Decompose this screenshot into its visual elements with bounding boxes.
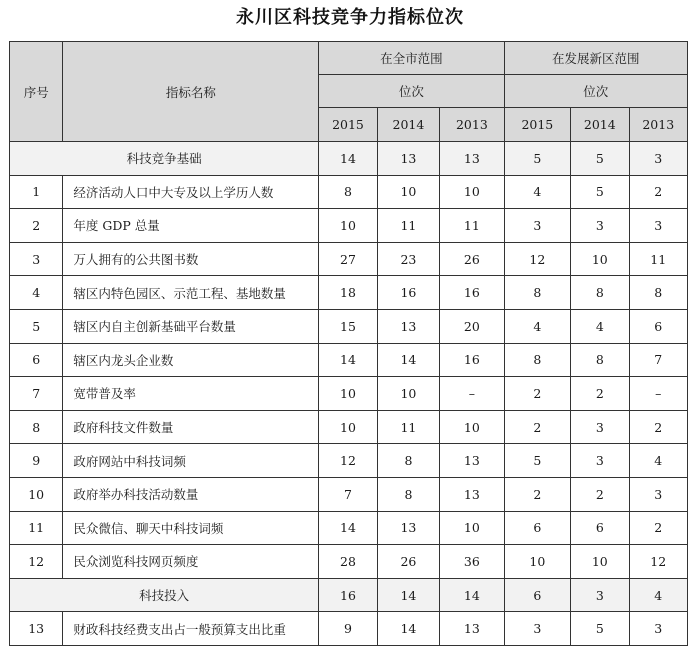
rank-city-cell: 10 [319,209,377,243]
row-number: 8 [10,410,63,444]
table-row [10,242,688,276]
rank-district-cell: 5 [571,142,629,176]
rank-city-cell: 13 [440,612,504,646]
rank-city-cell: 26 [440,242,504,276]
indicator-name: 辖区内自主创新基础平台数量 [63,309,319,343]
table-row [10,209,688,243]
header-group-district: 在发展新区范围 [504,42,687,75]
indicator-name: 年度 GDP 总量 [63,209,319,243]
table-header [10,42,688,142]
row-number: 6 [10,343,63,377]
table-row [10,276,688,310]
indicator-name: 辖区内特色园区、示范工程、基地数量 [63,276,319,310]
rank-city-cell: 14 [377,612,439,646]
rank-district-cell: 3 [571,578,629,612]
rank-city-cell: 11 [377,410,439,444]
rank-district-cell: 4 [629,444,687,478]
rank-district-cell: 2 [504,477,570,511]
rank-city-cell: 8 [319,175,377,209]
row-number: 13 [10,612,63,646]
table-row [10,444,688,478]
header-year: 2014 [571,108,629,142]
rank-city-cell: 14 [377,578,439,612]
table-row [10,377,688,411]
rank-city-cell: 10 [440,175,504,209]
row-number: 4 [10,276,63,310]
rank-district-cell: 6 [504,578,570,612]
rank-district-cell: 4 [504,309,570,343]
page-title: 永川区科技竞争力指标位次 [236,7,464,28]
rank-district-cell: 5 [571,175,629,209]
rank-city-cell: 11 [377,209,439,243]
rank-city-cell: 10 [440,410,504,444]
rank-district-cell: 2 [629,511,687,545]
indicator-name: 政府举办科技活动数量 [63,477,319,511]
rank-district-cell: 3 [571,209,629,243]
indicator-name: 经济活动人口中大专及以上学历人数 [63,175,319,209]
indicator-name: 民众微信、聊天中科技词频 [63,511,319,545]
rank-city-cell: 15 [319,309,377,343]
rank-city-cell: 36 [440,545,504,579]
rank-district-cell: 11 [629,242,687,276]
rank-district-cell: 3 [504,612,570,646]
rank-city-cell: 20 [440,309,504,343]
section-name: 科技竞争基础 [10,142,319,176]
rank-district-cell: 4 [629,578,687,612]
indicator-name: 政府科技文件数量 [63,410,319,444]
row-number: 7 [10,377,63,411]
header-year: 2013 [629,108,687,142]
rank-city-cell: 16 [440,343,504,377]
section-name: 科技投入 [10,578,319,612]
rank-city-cell: 14 [440,578,504,612]
rank-district-cell: 6 [629,309,687,343]
indicator-name: 万人拥有的公共图书数 [63,242,319,276]
rank-city-cell: 13 [377,511,439,545]
rank-city-cell: 27 [319,242,377,276]
rank-city-cell: 9 [319,612,377,646]
header-rank-city: 位次 [319,75,504,108]
rank-city-cell: 8 [377,444,439,478]
table-row [10,612,688,646]
rank-city-cell: 16 [377,276,439,310]
ranking-table [9,41,688,646]
rank-city-cell: 23 [377,242,439,276]
rank-city-cell: 10 [319,377,377,411]
rank-district-cell: 2 [571,377,629,411]
rank-city-cell: 16 [440,276,504,310]
row-number: 1 [10,175,63,209]
rank-district-cell: 2 [629,175,687,209]
indicator-name: 宽带普及率 [63,377,319,411]
rank-city-cell: 13 [377,142,439,176]
rank-city-cell: 26 [377,545,439,579]
rank-city-cell: 13 [440,444,504,478]
row-number: 2 [10,209,63,243]
rank-city-cell: 10 [440,511,504,545]
table-row [10,511,688,545]
rank-district-cell: 3 [504,209,570,243]
header-year: 2015 [504,108,570,142]
rank-city-cell: 16 [319,578,377,612]
rank-district-cell: 3 [629,142,687,176]
table-row [10,545,688,579]
rank-city-cell: – [440,377,504,411]
rank-district-cell: 10 [504,545,570,579]
rank-district-cell: 3 [571,410,629,444]
rank-district-cell: 2 [504,410,570,444]
table-row [10,343,688,377]
rank-district-cell: 8 [504,343,570,377]
rank-district-cell: – [629,377,687,411]
row-number: 3 [10,242,63,276]
rank-district-cell: 2 [629,410,687,444]
rank-city-cell: 13 [377,309,439,343]
rank-district-cell: 5 [504,142,570,176]
indicator-name: 政府网站中科技词频 [63,444,319,478]
rank-district-cell: 10 [571,242,629,276]
rank-city-cell: 14 [319,343,377,377]
rank-district-cell: 8 [629,276,687,310]
rank-city-cell: 28 [319,545,377,579]
rank-district-cell: 7 [629,343,687,377]
rank-district-cell: 5 [504,444,570,478]
header-year: 2014 [377,108,439,142]
header-year: 2013 [440,108,504,142]
rank-district-cell: 4 [504,175,570,209]
rank-city-cell: 7 [319,477,377,511]
rank-district-cell: 12 [504,242,570,276]
rank-city-cell: 18 [319,276,377,310]
rank-district-cell: 4 [571,309,629,343]
row-number: 10 [10,477,63,511]
rank-district-cell: 6 [504,511,570,545]
indicator-name: 民众浏览科技网页频度 [63,545,319,579]
rank-district-cell: 2 [504,377,570,411]
table-row [10,410,688,444]
rank-district-cell: 8 [571,343,629,377]
rank-city-cell: 14 [319,142,377,176]
rank-district-cell: 3 [629,209,687,243]
header-indicator-name: 指标名称 [63,42,319,142]
indicator-name: 财政科技经费支出占一般预算支出比重 [63,612,319,646]
rank-city-cell: 13 [440,477,504,511]
section-row [10,578,688,612]
rank-city-cell: 14 [319,511,377,545]
rank-city-cell: 10 [319,410,377,444]
table-row [10,309,688,343]
header-no: 序号 [10,42,63,142]
rank-district-cell: 5 [571,612,629,646]
rank-district-cell: 3 [629,612,687,646]
rank-city-cell: 10 [377,175,439,209]
rank-city-cell: 14 [377,343,439,377]
row-number: 12 [10,545,63,579]
header-year: 2015 [319,108,377,142]
rank-city-cell: 13 [440,142,504,176]
rank-district-cell: 3 [629,477,687,511]
table-body [10,142,688,646]
rank-district-cell: 3 [571,444,629,478]
row-number: 11 [10,511,63,545]
rank-district-cell: 2 [571,477,629,511]
header-group-city: 在全市范围 [319,42,504,75]
row-number: 5 [10,309,63,343]
rank-district-cell: 8 [504,276,570,310]
rank-district-cell: 10 [571,545,629,579]
section-row [10,142,688,176]
rank-district-cell: 12 [629,545,687,579]
rank-city-cell: 12 [319,444,377,478]
rank-district-cell: 8 [571,276,629,310]
rank-city-cell: 10 [377,377,439,411]
header-rank-district: 位次 [504,75,687,108]
indicator-name: 辖区内龙头企业数 [63,343,319,377]
rank-city-cell: 8 [377,477,439,511]
rank-district-cell: 6 [571,511,629,545]
row-number: 9 [10,444,63,478]
table-row [10,175,688,209]
rank-city-cell: 11 [440,209,504,243]
table-row [10,477,688,511]
